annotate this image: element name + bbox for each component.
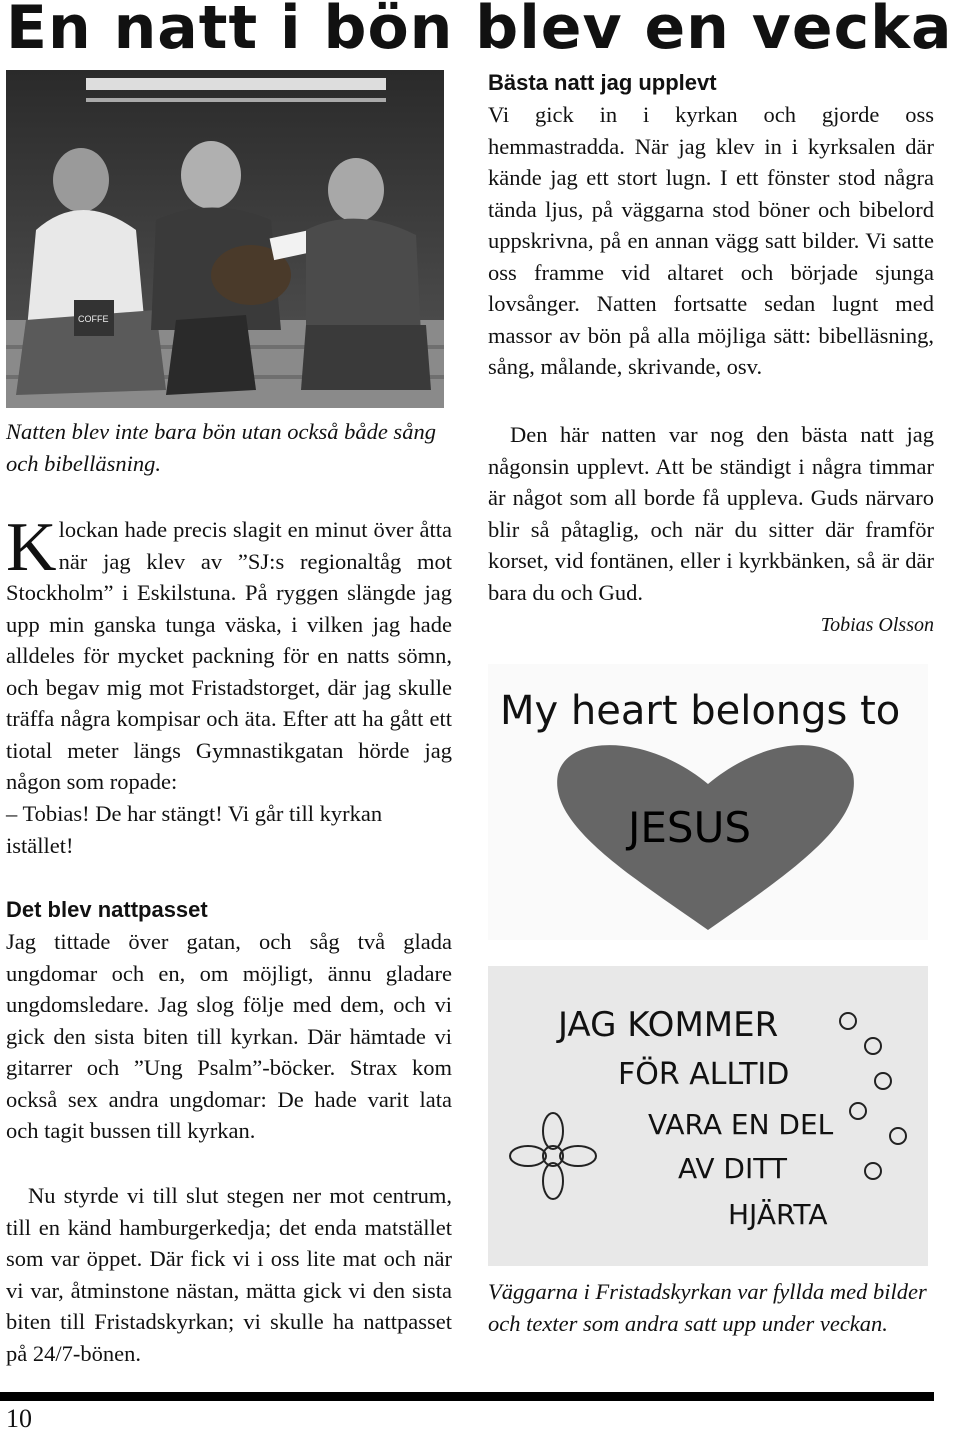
coffee-can-label: COFFE — [78, 314, 109, 324]
section-heading-best-night: Bästa natt jag upplevt — [488, 70, 717, 95]
photo-caption-right: Väggarna i Fristadskyrkan var fyllda med bilder och texter som andra satt upp under veckan. — [488, 1279, 927, 1336]
body-paragraph: Vi gick in i kyrkan och gjorde oss hemmastradda. När jag klev in i kyrksalen där kände jag ett stort lugn. I ett fönster stod några tända ljus, på väggarna stod böner och bibelord uppskrivna, på en annan vägg satt bilder. Vi satte oss framme vid altaret och började sjunga lovsånger. Natten fortsatte sedan lugnt med massor av bön på alla möjliga sätt: bibelläsning, sång, målande, skrivande, osv. — [488, 102, 934, 379]
heart-drawing — [488, 664, 928, 940]
poster-line: JAG KOMMER — [558, 1005, 779, 1045]
intro-text: lockan hade precis slagit en minut över åtta när jag klev av ”SJ:s regionaltåg mot Stockholm” i Eskilstuna. På ryggen slängde jag upp min ganska tunga väska, i vilken jag hade alldeles för mycket packning för en natts sömn, och begav mig mot Fristadstorget, där jag skulle träffa några kompisar och äta. Efter att ha gått ett tiotal meter längs Gymnastikgatan hörde jag någon som ropade: — [6, 517, 452, 794]
footer-rule — [0, 1392, 934, 1401]
section-heading-night-shift: Det blev nattpasset — [6, 897, 208, 922]
heart-caption-text: My heart belongs to — [500, 688, 901, 734]
heart-word: JESUS — [628, 803, 751, 852]
poster-drawing — [488, 966, 928, 1266]
body-paragraph: Jag tittade över gatan, och såg två glada ungdomar och en, om möjligt, ännu gladare ungdomsledare. Jag slog följe med dem, och vi gick den sista biten till kyrkan. Där hämtade vi gitarrer och ”Ung Psalm”-böcker. Strax kom också sex andra ungdomar: De hade varit lata och tagit bussen till kyrkan. — [6, 929, 452, 1143]
photo-caption-left: Natten blev inte bara bön utan också både sång och bibelläsning. — [6, 419, 436, 476]
youth-photo — [6, 70, 444, 408]
page-number: 10 — [6, 1404, 32, 1433]
body-paragraph: Den här natten var nog den bästa natt jag någonsin upplevt. Att be ständigt i några timmar är något som all borde få uppleva. Guds närvaro blir så påtaglig, och när du sitter där framför korset, vid fontänen, eller i kyrkbänken, så är där bara du och Gud. — [488, 422, 934, 605]
intro-paragraph — [6, 509, 452, 798]
drop-cap: K — [6, 509, 57, 586]
poster-line: FÖR ALLTID — [618, 1057, 790, 1092]
poster-line: VARA EN DEL — [648, 1108, 834, 1141]
poster-line: HJÄRTA — [728, 1198, 828, 1231]
body-paragraph: Nu styrde vi till slut stegen ner mot centrum, till en känd hamburgerkedja; det enda matstället som var öppet. Där fick vi i oss lite mat och när vi var, åtminstone nästan, mätta gick vi den sista biten till Fristadskyrkan; vi skulle ha nattpasset på 24/7-bönen. — [6, 1183, 452, 1366]
quote-line: – Tobias! De har stängt! Vi går till kyrkan istället! — [6, 801, 383, 858]
page-headline: En natt i bön blev en vecka — [6, 0, 953, 63]
author-signature: Tobias Olsson — [820, 614, 934, 636]
poster-line: AV DITT — [678, 1152, 787, 1185]
